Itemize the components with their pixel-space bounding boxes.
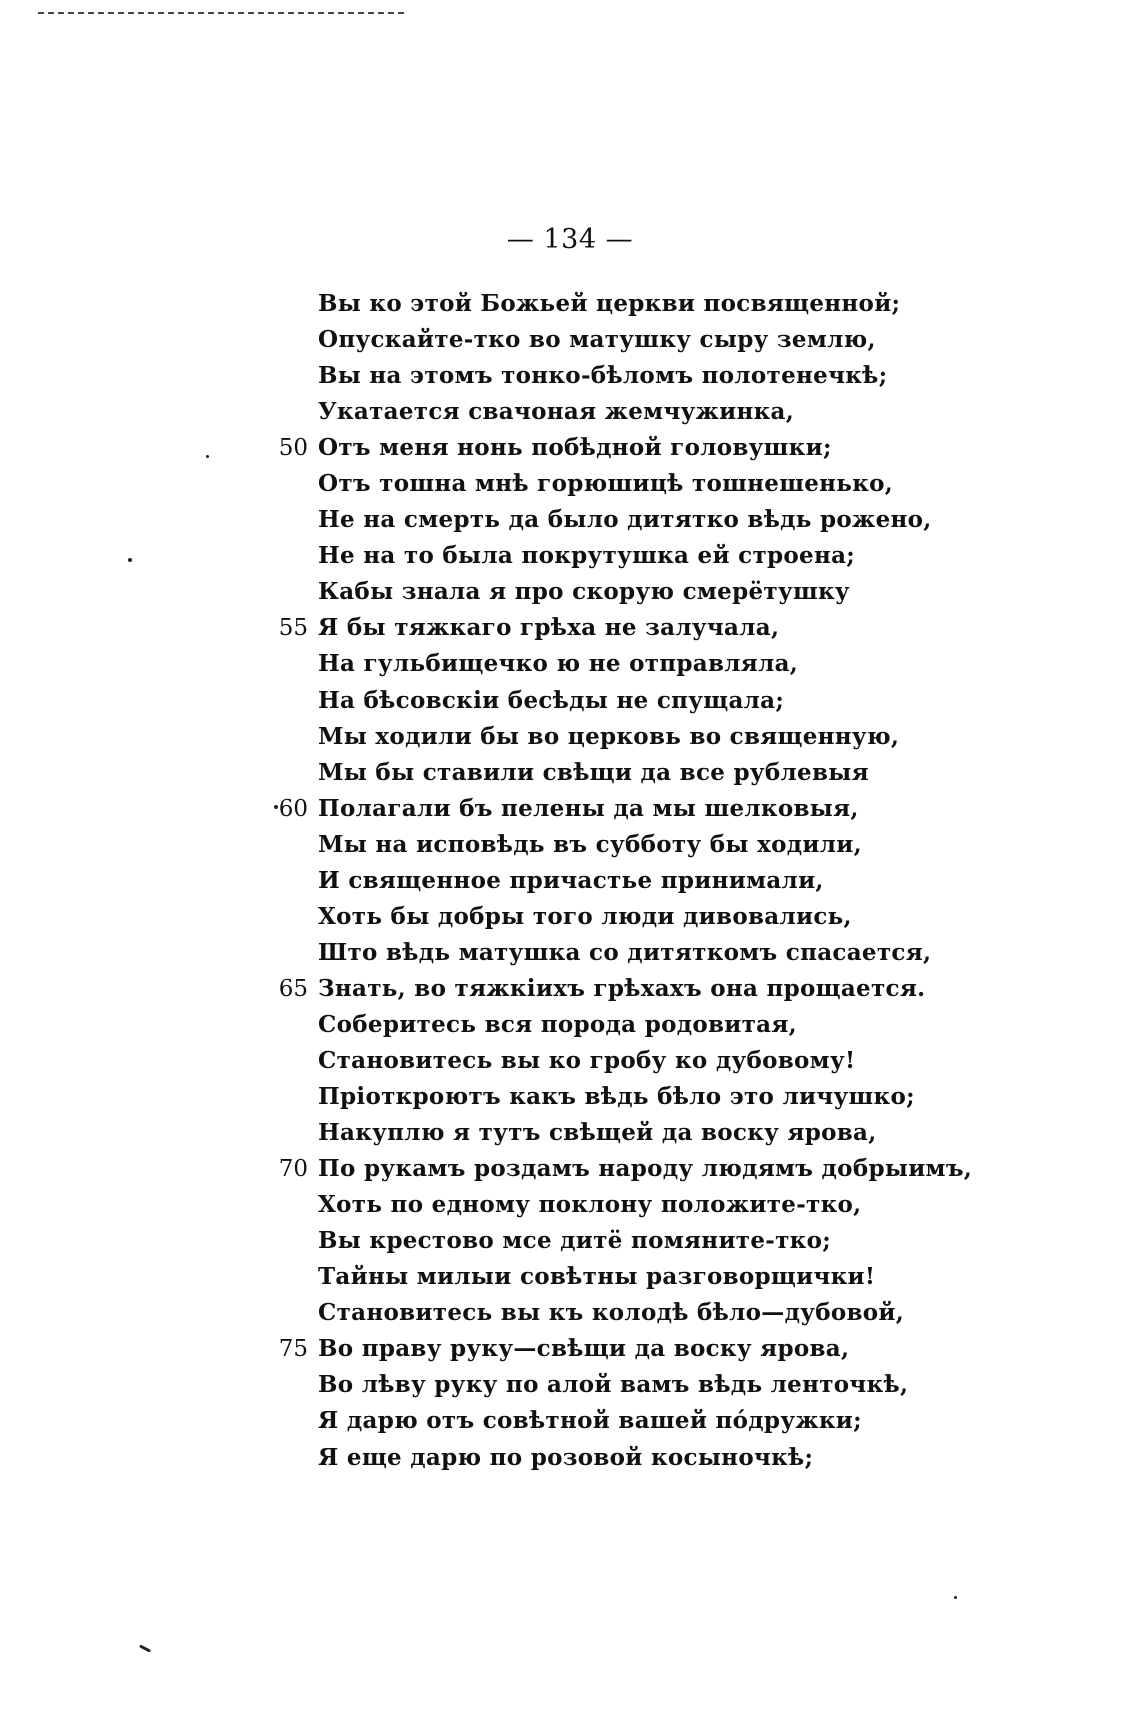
line-text: Полагали бъ пелены да мы шелковыя, (318, 794, 859, 822)
line-text: Укатается свачоная жемчужинка, (318, 398, 795, 426)
print-speck (206, 455, 209, 458)
line-number: 65 (278, 975, 308, 1002)
poem-line (0, 791, 1140, 827)
line-text: Не на смерть да было дитятко вѣдь рожено, (318, 506, 932, 534)
line-text: Во праву руку—свѣщи да воску ярова, (318, 1335, 850, 1363)
line-text: Вы ко этой Божьей церкви посвященной; (318, 290, 901, 317)
poem-line (0, 1259, 1140, 1295)
poem-line (0, 430, 1140, 466)
poem-line (0, 502, 1140, 538)
poem-line (0, 935, 1140, 971)
poem-line (0, 394, 1140, 430)
line-text: Мы на исповѣдь въ субботу бы ходили, (318, 830, 862, 858)
line-text: Соберитесь вся порода родовитая, (318, 1010, 797, 1038)
top-edge-rule (38, 12, 404, 14)
poem-line (0, 827, 1140, 863)
line-text: Отъ меня нонь побѣдной головушки; (318, 434, 832, 462)
line-text: Я бы тяжкаго грѣха не залучала, (318, 614, 780, 642)
poem-line (0, 286, 1140, 322)
print-speck (128, 558, 132, 562)
page-number: — 134 — (506, 224, 634, 255)
poem-line (0, 1295, 1140, 1331)
poem-line (0, 1331, 1140, 1367)
poem-line (0, 755, 1140, 791)
line-number: 60 (278, 795, 308, 822)
line-text: Во лѣву руку по алой вамъ вѣдь ленточкѣ, (318, 1371, 909, 1399)
line-text: Што вѣдь матушка со дитяткомъ спасается, (318, 938, 932, 966)
poem-line (0, 1151, 1140, 1187)
line-text: Отъ тошна мнѣ горюшицѣ тошнешенько, (318, 470, 894, 498)
poem-line (0, 1367, 1140, 1403)
poem-line (0, 683, 1140, 719)
poem-line (0, 1007, 1140, 1043)
line-text: Не на то была покрутушка ей строена; (318, 542, 856, 570)
line-text: Становитесь вы къ колодѣ бѣло—дубовой, (318, 1299, 905, 1327)
line-text: Опускайте-тко во матушку сыру землю, (318, 326, 876, 354)
poem-line (0, 899, 1140, 935)
poem-line (0, 719, 1140, 755)
line-text: И священное причастье принимали, (318, 866, 824, 894)
line-text: Я еще дарю по розовой косыночкѣ; (318, 1443, 814, 1471)
line-text: Хоть бы добры того люди дивовались, (318, 902, 852, 930)
poem-line (0, 863, 1140, 899)
poem-line (0, 1223, 1140, 1259)
line-text: Мы бы ставили свѣщи да все рублевыя (318, 758, 869, 786)
poem-line (0, 971, 1140, 1007)
poem-line (0, 646, 1140, 682)
line-number: 55 (278, 615, 308, 642)
poem-line (0, 322, 1140, 358)
line-text: На бѣсовскiи бесѣды не спущала; (318, 686, 785, 714)
line-text: По рукамъ роздамъ народу людямъ добрыимъ, (318, 1155, 973, 1183)
line-number: 75 (278, 1336, 308, 1363)
poem-text (0, 286, 1140, 1476)
print-speck (274, 805, 278, 809)
line-text: Вы крестово мсе дитё помяните-тко; (318, 1227, 832, 1255)
line-text: Тайны милыи совѣтны разговорщички! (318, 1263, 876, 1291)
line-text: Кабы знала я про скорую смерётушку (318, 578, 850, 606)
print-speck (139, 1644, 151, 1652)
line-text: Вы на этомъ тонко-бѣломъ полотенечкѣ; (318, 362, 888, 390)
line-text: На гульбищечко ю не отправляла, (318, 650, 799, 678)
line-number: 70 (278, 1156, 308, 1183)
line-text: Становитесь вы ко гробу ко дубовому! (318, 1046, 856, 1074)
poem-line (0, 358, 1140, 394)
line-text: Я дарю отъ совѣтной вашей пóдружки; (318, 1407, 862, 1435)
poem-line (0, 466, 1140, 502)
poem-line (0, 1043, 1140, 1079)
line-text: Знать, во тяжкiихъ грѣхахъ она прощается. (318, 974, 926, 1002)
poem-line (0, 538, 1140, 574)
poem-line (0, 574, 1140, 610)
poem-line (0, 1079, 1140, 1115)
poem-line (0, 1115, 1140, 1151)
line-text: Хоть по едному поклону положите-тко, (318, 1191, 862, 1219)
poem-line (0, 610, 1140, 646)
line-number: 50 (278, 435, 308, 462)
line-text: Мы ходили бы во церковь во священную, (318, 722, 900, 750)
print-speck (954, 1596, 957, 1599)
poem-line (0, 1440, 1140, 1476)
poem-line (0, 1187, 1140, 1223)
line-text: Накуплю я тутъ свѣщей да воску ярова, (318, 1119, 877, 1147)
line-text: Прiоткроютъ какъ вѣдь бѣло это личушко; (318, 1083, 915, 1111)
poem-line (0, 1403, 1140, 1439)
